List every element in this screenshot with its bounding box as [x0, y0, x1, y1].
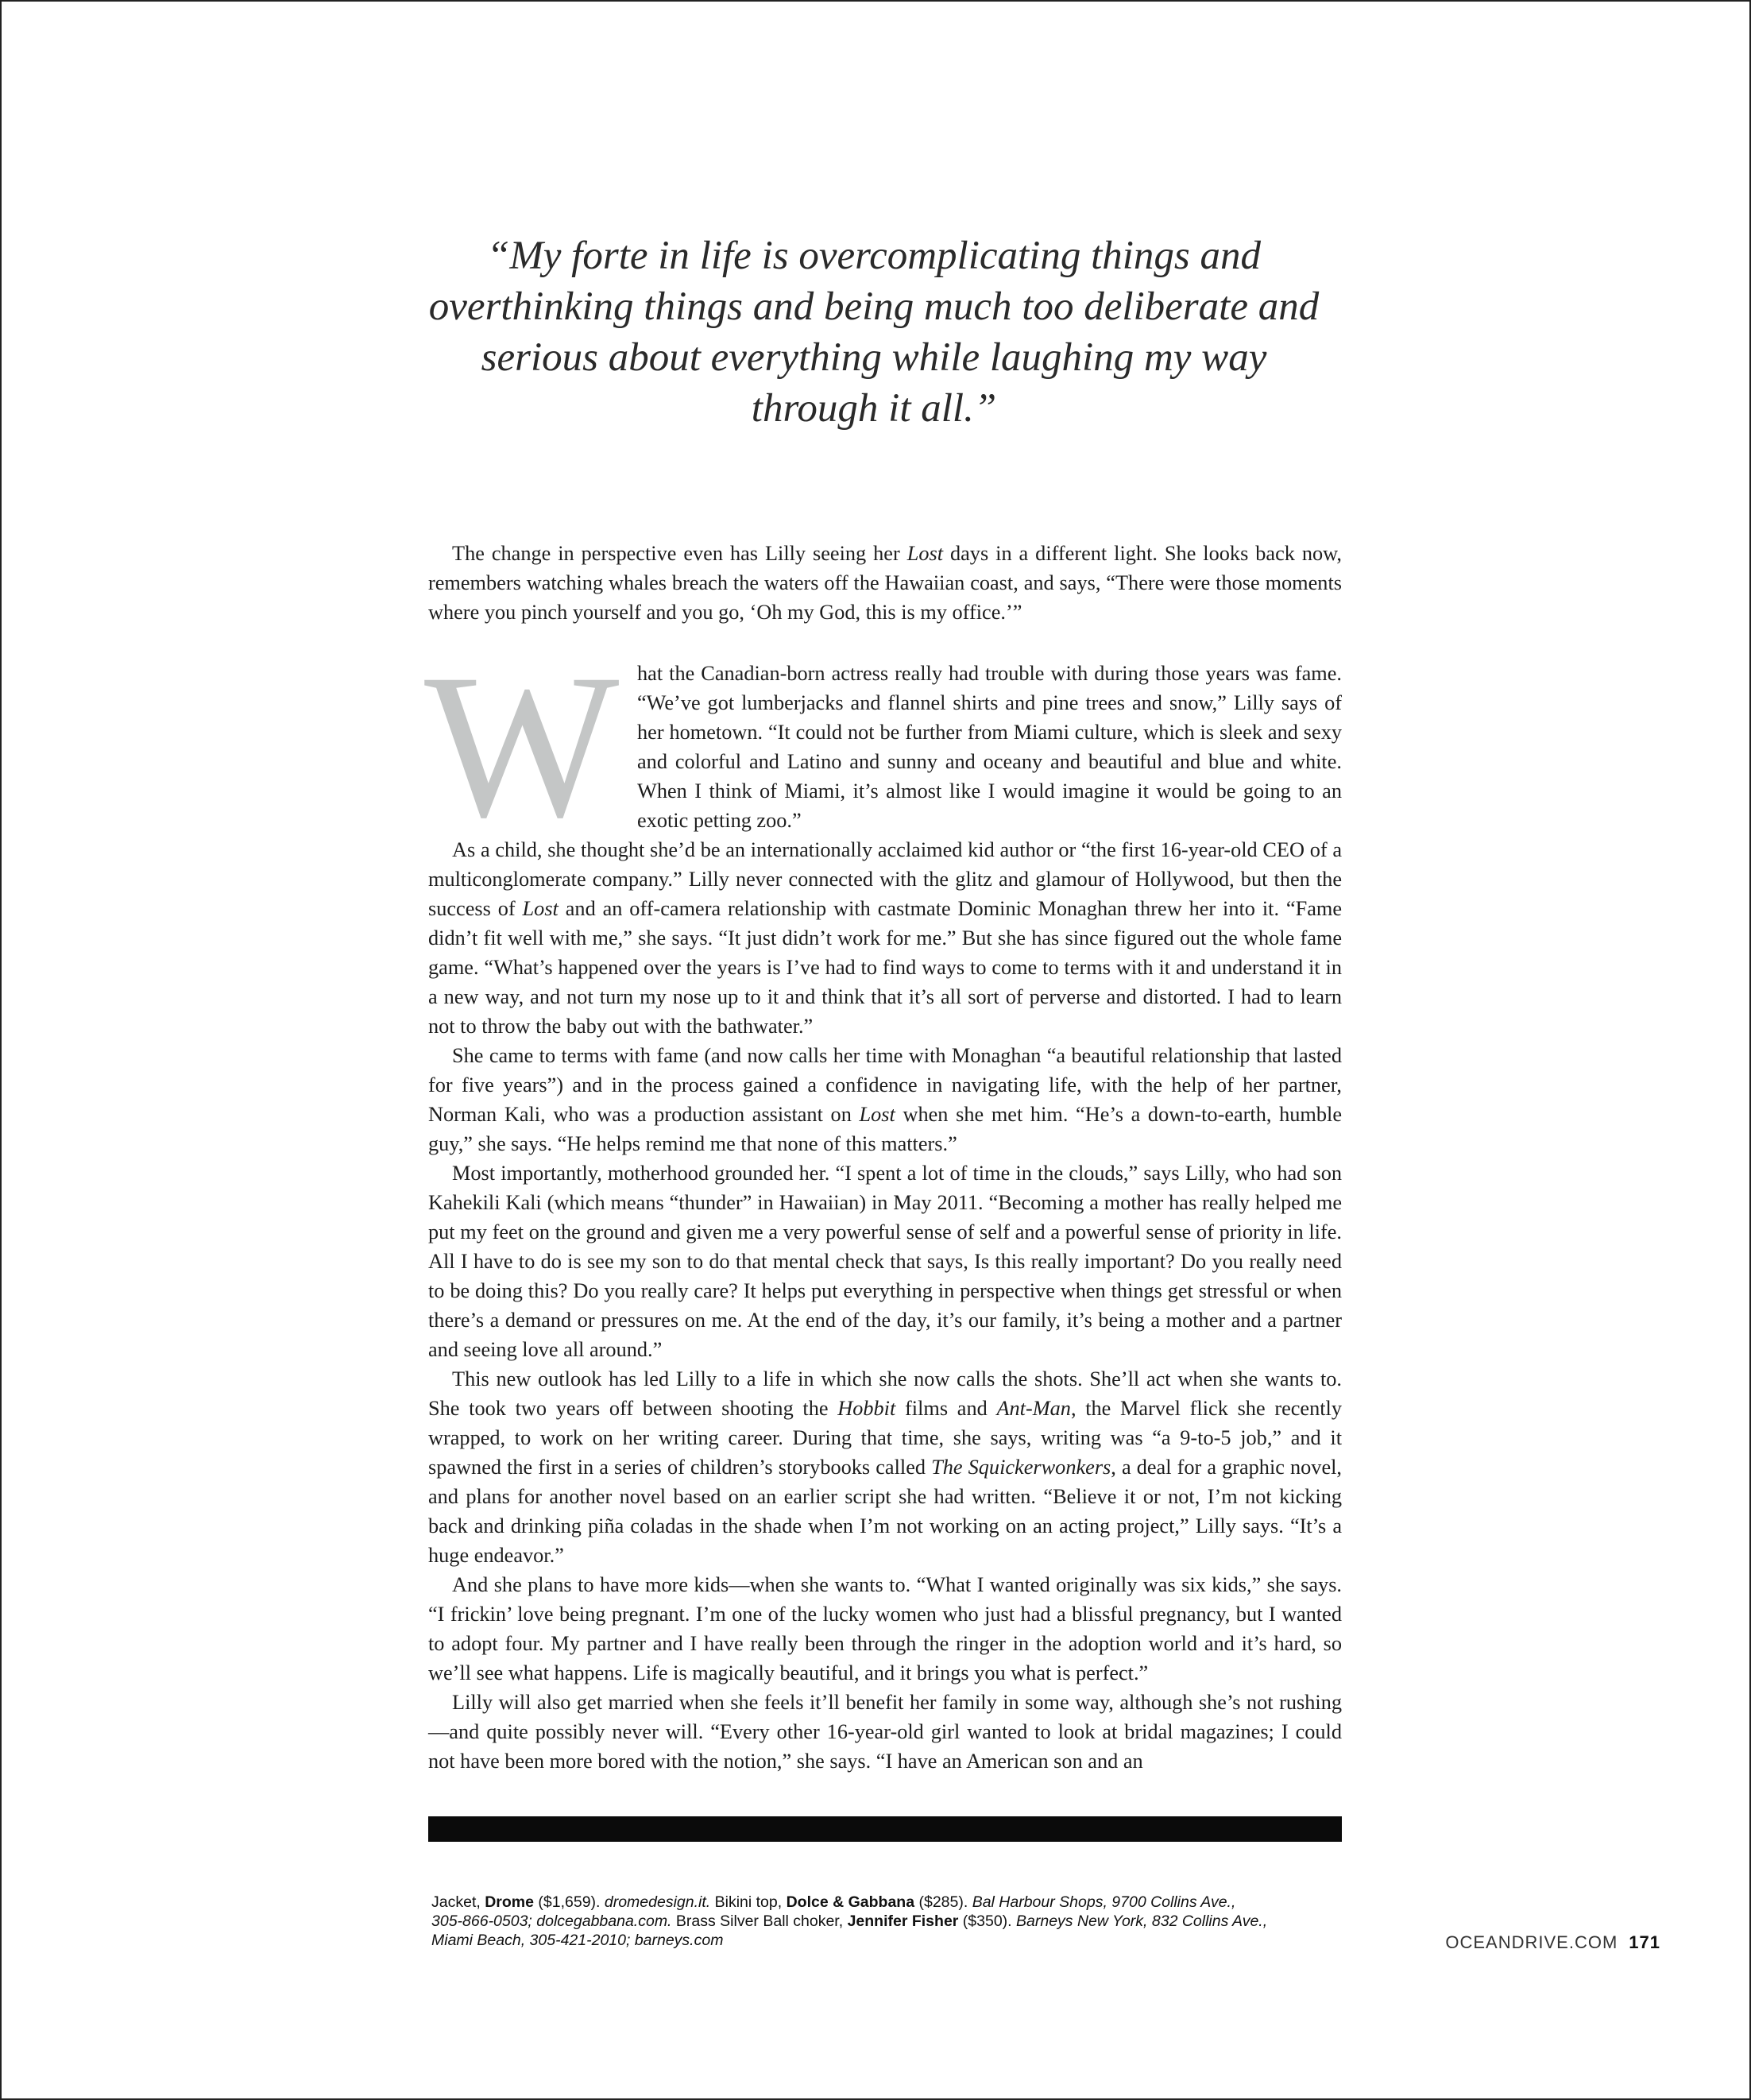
article-body	[424, 539, 1343, 1776]
text-run: Bikini top,	[710, 1893, 787, 1911]
italic-text-run: Miami Beach, 305-421-2010; barneys.com	[431, 1932, 724, 1949]
bold-text-run: Dolce & Gabbana	[786, 1893, 915, 1911]
page-number: 171	[1629, 1932, 1660, 1952]
pull-quote	[413, 230, 1335, 434]
italic-text-run: Bal Harbour Shops, 9700 Collins Ave.,	[972, 1893, 1236, 1911]
body-paragraph	[428, 1688, 1342, 1776]
pull-quote-line: through it all.”	[751, 386, 997, 431]
pull-quote-line: “My forte in life is overcomplicating things and	[486, 234, 1262, 278]
italic-text-run: Lost	[522, 897, 559, 920]
text-run: and an off-camera relationship with castmate Dominic Monaghan threw her into it. “Fame didn’t fit well with me,” she says. “It just didn’t work for me.” But she has since figured out the whole fame game. “What’s happened over the years is I’ve had to find ways to come to terms with it and understand it in a new way, and not turn my nose up to it and think that it’s all sort of perverse and distorted. I had to learn not to throw the baby out with the bathwater.”	[428, 897, 1342, 1038]
body-paragraph	[428, 1158, 1342, 1364]
text-run: Most importantly, motherhood grounded her. “I spent a lot of time in the clouds,” says Lilly, who had son Kahekili Kali (which means “thunder” in Hawaiian) in May 2011. “Becoming a mother has really helped me put my feet on the ground and given me a very powerful sense of self and a powerful sense of priority in life. All I have to do is see my son to do that mental check that says, Is this really important? Do you really need to be doing this? Do you really care? It helps put everything in perspective when things get stressful or when there’s a demand or pressures on me. At the end of the day, it’s our family, it’s being a mother and a partner and seeing love all around.”	[428, 1162, 1342, 1361]
intro-paragraph	[428, 539, 1342, 627]
credits-line	[431, 1912, 1353, 1931]
body-paragraph	[428, 835, 1342, 1041]
text-run: ($285).	[914, 1893, 972, 1911]
credits-line	[431, 1931, 1353, 1950]
italic-text-run: Ant-Man	[996, 1397, 1071, 1420]
italic-text-run: 305-866-0503; dolcegabbana.com.	[431, 1912, 672, 1930]
text-run: And she plans to have more kids—when she wants to. “What I wanted originally was six kids,” she says. “I frickin’ love being pregnant. I’m one of the lucky women who just had a blissful pregnancy, but I wanted to adopt four. My partner and I have really been through the ringer in the adoption world and it’s hard, so we’ll see what happens. Life is magically beautiful, and it brings you what is perfect.”	[428, 1573, 1342, 1684]
text-run: She came to terms with fame (and now calls her time with Monaghan “a beautiful relationship that lasted for five years”) and in the process gained a confidence in navigating life, with the help of her partner, Norman Kali, who was a production assistant on	[428, 1044, 1342, 1126]
text-run: when she met him. “He’s a down-to-earth, humble guy,” she says. “He helps remind me that none of this matters.”	[428, 1103, 1342, 1155]
text-run: ($1,659).	[533, 1893, 605, 1911]
bold-text-run: Jennifer Fisher	[847, 1912, 959, 1930]
body-paragraph	[428, 1364, 1342, 1570]
folio	[1422, 1932, 1660, 1953]
drop-cap-paragraph	[424, 632, 1342, 860]
fashion-credits	[431, 1893, 1353, 1950]
italic-text-run: Lost	[906, 542, 944, 565]
drop-cap-paragraph-text: hat the Canadian-born actress really had trouble with during those years was fame. “We’ve got lumberjacks and flannel shirts and pine trees and snow,” Lilly says of her hometown. “It could not be further from Miami culture, which is sleek and sexy and colorful and Latino and sunny and oceany and beautiful and blue and white. When I think of Miami, it’s almost like I would imagine it would be going to an exotic petting zoo.”	[637, 662, 1342, 832]
text-run: Lilly will also get married when she feels it’ll benefit her family in some way, although she’s not rushing—and quite possibly never will. “Every other 16-year-old girl wanted to look at bridal magazines; I could not have been more bored with the notion,” she says. “I have an American son and an	[428, 1691, 1342, 1773]
credits-line	[431, 1893, 1353, 1912]
italic-text-run: dromedesign.it.	[604, 1893, 711, 1911]
text-run: days in a different light. She looks back now, remembers watching whales breach the waters off the Hawaiian coast, and says, “There were those moments where you pinch yourself and you go, ‘Oh my God, this is my office.’”	[428, 542, 1342, 624]
italic-text-run: The Squickerwonkers	[931, 1456, 1111, 1479]
italic-text-run: Hobbit	[837, 1397, 896, 1420]
text-run: Brass Silver Ball choker,	[671, 1912, 848, 1930]
text-run: , a deal for a graphic novel, and plans for another novel based on an earlier script she had written. “Believe it or not, I’m not kicking back and drinking piña coladas in the shade when I’m not working on an acting project,” Lilly says. “It’s a huge endeavor.”	[428, 1456, 1343, 1567]
drop-cap: W	[424, 632, 620, 860]
text-run: The change in perspective even has Lilly seeing her	[452, 542, 907, 565]
bold-text-run: Drome	[485, 1893, 534, 1911]
text-run: ($350).	[958, 1912, 1016, 1930]
text-run: This new outlook has led Lilly to a life in which she now calls the shots. She’ll act when she wants to. She took two years off between shooting the	[428, 1367, 1342, 1420]
pull-quote-line: serious about everything while laughing my way	[481, 335, 1267, 380]
black-rule-divider	[428, 1816, 1342, 1842]
italic-text-run: Barneys New York, 832 Collins Ave.,	[1016, 1912, 1268, 1930]
text-run: , the Marvel flick she recently wrapped, to work on her writing career. During that time, she says, writing was “a 9-to-5 job,” and it spawned the first in a series of children’s storybooks called	[428, 1397, 1343, 1479]
body-paragraph	[428, 1570, 1342, 1688]
pull-quote-line: overthinking things and being much too deliberate and	[428, 284, 1320, 329]
italic-text-run: Lost	[859, 1103, 895, 1126]
text-run: Jacket,	[431, 1893, 485, 1911]
folio-site: OCEANDRIVE.COM	[1445, 1932, 1618, 1952]
body-paragraph	[428, 1041, 1342, 1158]
text-run: As a child, she thought she’d be an internationally acclaimed kid author or “the first 16-year-old CEO of a multiconglomerate company.” Lilly never connected with the glitz and glamour of Hollywood, but then the success of	[428, 838, 1342, 920]
text-run: films and	[895, 1397, 997, 1420]
